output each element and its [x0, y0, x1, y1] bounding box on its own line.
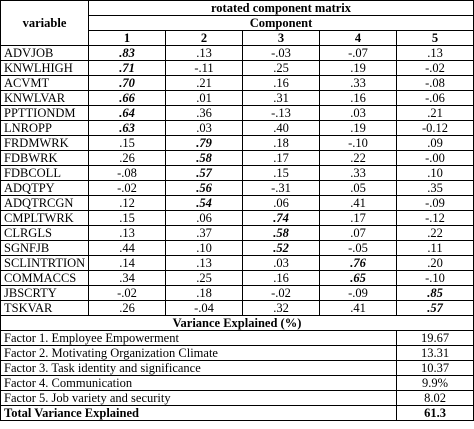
loading-cell: .06	[166, 211, 243, 226]
variance-value: 8.02	[397, 391, 474, 406]
loading-cell: -.08	[89, 166, 166, 181]
variable-name: TSKVAR	[1, 301, 89, 316]
loading-cell: .56	[166, 181, 243, 196]
loading-cell: .44	[89, 241, 166, 256]
loading-cell: .35	[397, 181, 474, 196]
loading-cell: .16	[243, 76, 320, 91]
variable-name: KNWLHIGH	[1, 61, 89, 76]
loading-cell: .40	[243, 121, 320, 136]
table-row	[1, 46, 474, 61]
loading-cell: .14	[89, 256, 166, 271]
loading-cell: .19	[320, 121, 397, 136]
loading-cell: .25	[166, 271, 243, 286]
variance-label: Factor 5. Job variety and security	[1, 391, 397, 406]
loading-cell: .11	[397, 241, 474, 256]
total-variance-row	[1, 406, 474, 421]
loading-cell: .37	[166, 226, 243, 241]
loading-cell: .01	[166, 91, 243, 106]
loading-cell: -.11	[166, 61, 243, 76]
loading-cell: .58	[243, 226, 320, 241]
loading-cell: .15	[89, 136, 166, 151]
loading-cell: .13	[166, 46, 243, 61]
loading-cell: .10	[397, 166, 474, 181]
variance-value: 10.37	[397, 361, 474, 376]
variable-name: FRDMWRK	[1, 136, 89, 151]
loading-cell: .18	[166, 286, 243, 301]
variable-name: ACVMT	[1, 76, 89, 91]
variance-row	[1, 331, 474, 346]
table-row	[1, 211, 474, 226]
table-row	[1, 196, 474, 211]
table-row	[1, 91, 474, 106]
loading-cell: -.00	[397, 151, 474, 166]
matrix-body	[1, 46, 474, 316]
variable-name: ADVJOB	[1, 46, 89, 61]
loading-cell: -.06	[397, 91, 474, 106]
variable-name: SGNFJB	[1, 241, 89, 256]
loading-cell: .15	[89, 211, 166, 226]
table-row	[1, 151, 474, 166]
loading-cell: .85	[397, 286, 474, 301]
variable-name: SCLINTRTION	[1, 256, 89, 271]
loading-cell: .31	[243, 91, 320, 106]
loading-cell: .17	[243, 151, 320, 166]
variance-header: Variance Explained (%)	[1, 316, 474, 331]
loading-cell: .33	[320, 76, 397, 91]
loading-cell: -.13	[243, 106, 320, 121]
loading-cell: .25	[243, 61, 320, 76]
loading-cell: .13	[166, 256, 243, 271]
loading-cell: .66	[89, 91, 166, 106]
variable-name: JBSCRTY	[1, 286, 89, 301]
loading-cell: .05	[320, 181, 397, 196]
loading-cell: -.12	[397, 211, 474, 226]
variable-name: FDBCOLL	[1, 166, 89, 181]
loading-cell: -.04	[166, 301, 243, 316]
loading-cell: .64	[89, 106, 166, 121]
table-row	[1, 181, 474, 196]
loading-cell: .06	[243, 196, 320, 211]
variable-name: COMMACCS	[1, 271, 89, 286]
table-row	[1, 301, 474, 316]
loading-cell: .22	[320, 151, 397, 166]
variance-row	[1, 346, 474, 361]
loading-cell: .15	[243, 166, 320, 181]
loading-cell: .17	[320, 211, 397, 226]
variance-label: Factor 1. Employee Empowerment	[1, 331, 397, 346]
loading-cell: -.02	[89, 181, 166, 196]
loading-cell: -.10	[320, 136, 397, 151]
loading-cell: -.08	[397, 76, 474, 91]
variance-row	[1, 376, 474, 391]
component-header: Component	[89, 16, 474, 31]
loading-cell: .07	[320, 226, 397, 241]
variance-row	[1, 361, 474, 376]
variance-value: 19.67	[397, 331, 474, 346]
loading-cell: .03	[243, 256, 320, 271]
loading-cell: .36	[166, 106, 243, 121]
loading-cell: -.09	[397, 196, 474, 211]
variable-name: KNWLVAR	[1, 91, 89, 106]
loading-cell: .12	[89, 196, 166, 211]
variable-name: CLRGLS	[1, 226, 89, 241]
table-row	[1, 136, 474, 151]
loading-cell: -.02	[397, 61, 474, 76]
variance-row	[1, 391, 474, 406]
table-row	[1, 61, 474, 76]
loading-cell: .10	[166, 241, 243, 256]
table-row	[1, 166, 474, 181]
loading-cell: .03	[320, 106, 397, 121]
loading-cell: -.03	[243, 46, 320, 61]
loading-cell: -.07	[320, 46, 397, 61]
loading-cell: .34	[89, 271, 166, 286]
table-row	[1, 76, 474, 91]
table-row	[1, 121, 474, 136]
loading-cell: .19	[320, 61, 397, 76]
loading-cell: .33	[320, 166, 397, 181]
variable-name: CMPLTWRK	[1, 211, 89, 226]
variance-label: Factor 2. Motivating Organization Climate	[1, 346, 397, 361]
loading-cell: .16	[320, 91, 397, 106]
loading-cell: -.10	[397, 271, 474, 286]
variable-name: PPTTIONDM	[1, 106, 89, 121]
variable-header: variable	[1, 1, 89, 46]
loading-cell: .13	[89, 226, 166, 241]
variance-value: 13.31	[397, 346, 474, 361]
variance-value: 9.9%	[397, 376, 474, 391]
loading-cell: -.02	[89, 286, 166, 301]
loading-cell: .13	[397, 46, 474, 61]
loading-cell: .65	[320, 271, 397, 286]
table-row	[1, 286, 474, 301]
loading-cell: .41	[320, 196, 397, 211]
table-title: rotated component matrix	[89, 1, 474, 16]
loading-cell: .79	[166, 136, 243, 151]
variable-name: ADQTPY	[1, 181, 89, 196]
loading-cell: .57	[166, 166, 243, 181]
loading-cell: .54	[166, 196, 243, 211]
variable-name: LNROPP	[1, 121, 89, 136]
loading-cell: .58	[166, 151, 243, 166]
variance-label: Factor 3. Task identity and significance	[1, 361, 397, 376]
loading-cell: .74	[243, 211, 320, 226]
loading-cell: .16	[243, 271, 320, 286]
component-number: 5	[397, 31, 474, 46]
loading-cell: -.09	[320, 286, 397, 301]
component-number: 2	[166, 31, 243, 46]
loading-cell: -.31	[243, 181, 320, 196]
loading-cell: .09	[397, 136, 474, 151]
component-number: 4	[320, 31, 397, 46]
table-row	[1, 226, 474, 241]
loading-cell: .52	[243, 241, 320, 256]
table-row	[1, 256, 474, 271]
loading-cell: .21	[397, 106, 474, 121]
loading-cell: .20	[397, 256, 474, 271]
loading-cell: .63	[89, 121, 166, 136]
loading-cell: .71	[89, 61, 166, 76]
component-number: 3	[243, 31, 320, 46]
loading-cell: .76	[320, 256, 397, 271]
component-number: 1	[89, 31, 166, 46]
total-variance-label: Total Variance Explained	[1, 406, 397, 421]
loading-cell: .70	[89, 76, 166, 91]
loading-cell: .22	[397, 226, 474, 241]
variable-name: ADQTRCGN	[1, 196, 89, 211]
loading-cell: .83	[89, 46, 166, 61]
variance-label: Factor 4. Communication	[1, 376, 397, 391]
loading-cell: .41	[320, 301, 397, 316]
variance-body	[1, 316, 474, 421]
table-row	[1, 241, 474, 256]
table-row	[1, 271, 474, 286]
table-row	[1, 106, 474, 121]
loading-cell: .32	[243, 301, 320, 316]
loading-cell: .18	[243, 136, 320, 151]
loading-cell: .57	[397, 301, 474, 316]
total-variance-value: 61.3	[397, 406, 474, 421]
loading-cell: .21	[166, 76, 243, 91]
variable-name: FDBWRK	[1, 151, 89, 166]
loading-cell: -.05	[320, 241, 397, 256]
loading-cell: .26	[89, 151, 166, 166]
loading-cell: .03	[166, 121, 243, 136]
loading-cell: .26	[89, 301, 166, 316]
loading-cell: -0.12	[397, 121, 474, 136]
loading-cell: -.02	[243, 286, 320, 301]
